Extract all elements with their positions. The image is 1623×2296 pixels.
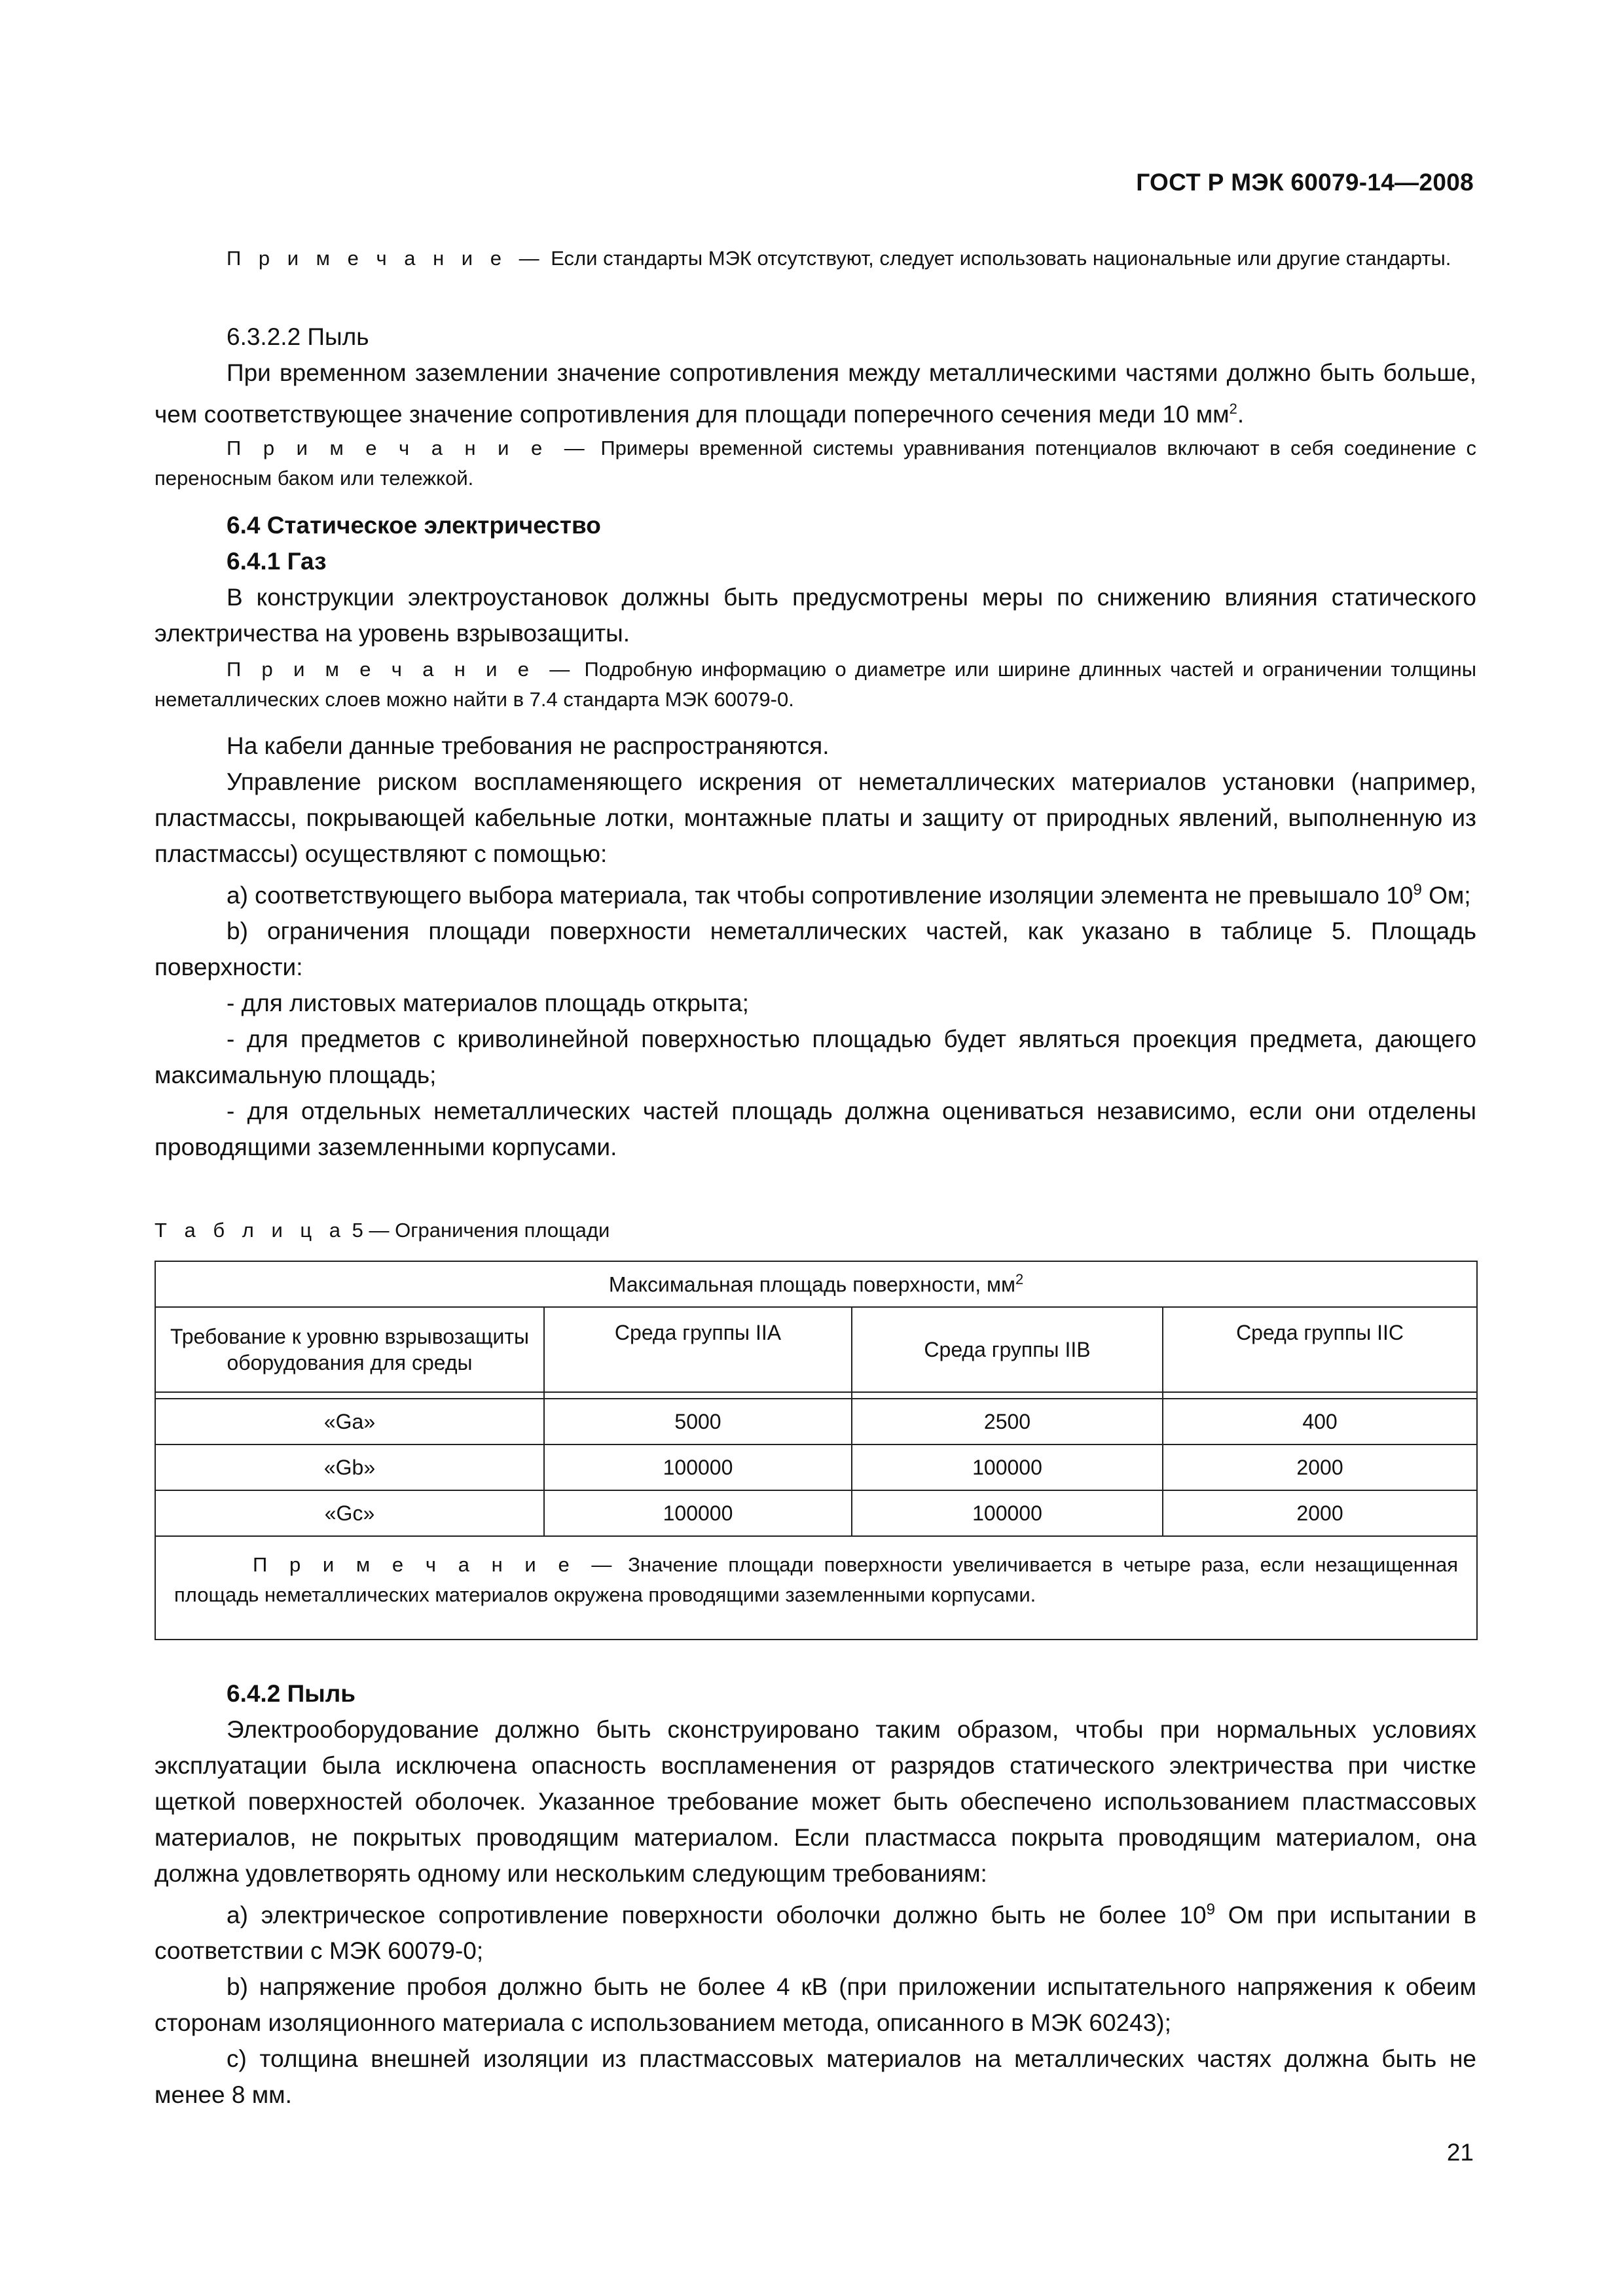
- table-5: [155, 1261, 1478, 1640]
- superscript: 9: [1206, 1901, 1215, 1918]
- item-a: [155, 1892, 1476, 1969]
- header-text: Максимальная площадь поверхности, мм: [608, 1272, 1015, 1297]
- table-row: [155, 1490, 1477, 1536]
- value-cell: 400: [1163, 1399, 1477, 1444]
- section-6-4-2: [155, 1676, 1476, 2113]
- note-3-block: [155, 655, 1476, 715]
- section-6-4-1-body: [155, 728, 1476, 1165]
- table-row: [155, 1399, 1477, 1444]
- caption-label: Т а б л и ц а: [155, 1219, 347, 1242]
- text-span: При временном заземлении значение сопротивления между металлическими частями должно быть больше, чем соответствующее значение сопротивления для площади поперечного сечения меди 10 мм: [155, 359, 1476, 428]
- page-number: 21: [1446, 2139, 1474, 2166]
- section-6-4: [155, 507, 1476, 651]
- value-cell: 5000: [544, 1399, 852, 1444]
- row-header-cell: Требование к уровню взрывозащиты оборудования для среды: [155, 1307, 544, 1392]
- note-label: П р и м е ч а н и е —: [253, 1553, 618, 1576]
- table-5-caption-block: [155, 1215, 1476, 1246]
- superscript: 2: [1015, 1271, 1024, 1288]
- note-2: [155, 433, 1476, 493]
- section-6-3-2-2: [155, 319, 1476, 432]
- note-label: П р и м е ч а н и е —: [227, 247, 545, 270]
- item-b: b) напряжение пробоя должно быть не более 4 кВ (при приложении испытательного напряжения к обеим сторонам изоляционного материала с использованием метода, описанного в МЭК 60243);: [155, 1973, 1476, 2037]
- section-6-4-1-para1: В конструкции электроустановок должны быть предусмотрены меры по снижению влияния статического электричества на уровень взрывозащиты.: [155, 584, 1476, 647]
- dash-item-2: - для предметов с криволинейной поверхностью площадью будет являться проекция предмета, дающего максимальную площадь;: [155, 1026, 1476, 1089]
- dash-item-1: - для листовых материалов площадь открыта;: [227, 990, 749, 1017]
- table-note-row: [155, 1536, 1477, 1640]
- note-label: П р и м е ч а н и е —: [227, 437, 591, 459]
- superscript: 9: [1413, 881, 1422, 899]
- value-cell: 100000: [852, 1490, 1163, 1536]
- value-cell: 100000: [544, 1444, 852, 1490]
- table-header-row: [155, 1307, 1477, 1392]
- value-cell: 2000: [1163, 1490, 1477, 1536]
- superscript: 2: [1229, 401, 1237, 417]
- value-cell: 2000: [1163, 1444, 1477, 1490]
- item-a: [155, 872, 1476, 913]
- note-text: Примеры временной системы уравнивания потенциалов включают в себя соединение с переносным баком или тележкой.: [155, 437, 1477, 490]
- note-text: Значение площади поверхности увеличивается в четыре раза, если незащищенная площадь неметаллических материалов окружена проводящими заземленными корпусами.: [174, 1553, 1459, 1606]
- text-span: a) электрическое сопротивление поверхности оболочки должно быть не более 10: [227, 1901, 1207, 1929]
- epl-cell: «Gb»: [155, 1444, 544, 1490]
- table-5-container: [155, 1261, 1476, 1640]
- epl-cell: «Ga»: [155, 1399, 544, 1444]
- section-6-3-2-2-heading: 6.3.2.2 Пыль: [227, 323, 369, 350]
- section-6-4-heading: 6.4 Статическое электричество: [227, 512, 601, 539]
- text-span: Ом;: [1421, 882, 1471, 909]
- dash-item-3: - для отдельных неметаллических частей площадь должна оцениваться независимо, если они отделены проводящими заземленными корпусами.: [155, 1098, 1476, 1161]
- table-row: [155, 1444, 1477, 1490]
- note-text: Если стандарты МЭК отсутствуют, следует использовать национальные или другие стандарты.: [551, 247, 1451, 270]
- col-header-iib: Среда группы IIB: [852, 1307, 1163, 1392]
- note-2-block: [155, 433, 1476, 493]
- caption-text: 5 — Ограничения площади: [352, 1219, 610, 1242]
- note-text: Подробную информацию о диаметре или ширине длинных частей и ограничении толщины неметаллических слоев можно найти в 7.4 стандарта МЭК 60079-0.: [155, 658, 1476, 711]
- section-6-3-2-2-text: [155, 355, 1476, 432]
- value-cell: 100000: [544, 1490, 852, 1536]
- col-header-iia: Среда группы IIA: [544, 1307, 852, 1392]
- item-b: b) ограничения площади поверхности неметаллических частей, как указано в таблице 5. Площадь поверхности:: [155, 918, 1476, 981]
- section-6-4-2-heading: 6.4.2 Пыль: [227, 1680, 356, 1707]
- text-span: a) соответствующего выбора материала, так чтобы сопротивление изоляции элемента не превышало 10: [227, 882, 1413, 909]
- section-6-4-1-heading: 6.4.1 Газ: [227, 548, 327, 575]
- table-note-cell: [155, 1536, 1477, 1640]
- section-6-4-2-para1: Электрооборудование должно быть сконструировано таким образом, чтобы при нормальных условиях эксплуатации была исключена опасность воспламенения от разрядов статического электричества при чистке щеткой поверхностей оболочек. Указанное требование может быть обеспечено использованием пластмассовых материалов, не покрытых проводящим материалом. Если пластмасса покрыта проводящим материалом, она должна удовлетворять одному или нескольким следующим требованиям:: [155, 1716, 1476, 1887]
- value-cell: 2500: [852, 1399, 1163, 1444]
- table-header-span-row: [155, 1261, 1477, 1307]
- span-header-cell: [155, 1261, 1477, 1307]
- value-cell: 100000: [852, 1444, 1163, 1490]
- table-5-caption: [155, 1215, 1476, 1246]
- top-note-block: [155, 243, 1476, 274]
- col-header-iic: Среда группы IIC: [1163, 1307, 1477, 1392]
- document-code-header: ГОСТ Р МЭК 60079-14—2008: [1136, 169, 1474, 196]
- section-6-4-1-para2: На кабели данные требования не распространяются.: [227, 732, 830, 759]
- table-spacer-row: [155, 1392, 1477, 1399]
- top-note: [155, 243, 1476, 274]
- section-6-4-1-para3: Управление риском воспламеняющего искрения от неметаллических материалов установки (например, пластмассы, покрывающей кабельные лотки, монтажные платы и защиту от природных явлений, выполненную из пластмассы) осуществляют с помощью:: [155, 768, 1476, 867]
- text-span: .: [1237, 401, 1245, 428]
- text-span: Ом при испытании в соответствии с МЭК 60079-0;: [155, 1901, 1476, 1965]
- epl-cell: «Gc»: [155, 1490, 544, 1536]
- item-c: c) толщина внешней изоляции из пластмассовых материалов на металлических частях должна быть не менее 8 мм.: [155, 2045, 1476, 2109]
- note-label: П р и м е ч а н и е —: [227, 658, 576, 681]
- note-3: [155, 655, 1476, 715]
